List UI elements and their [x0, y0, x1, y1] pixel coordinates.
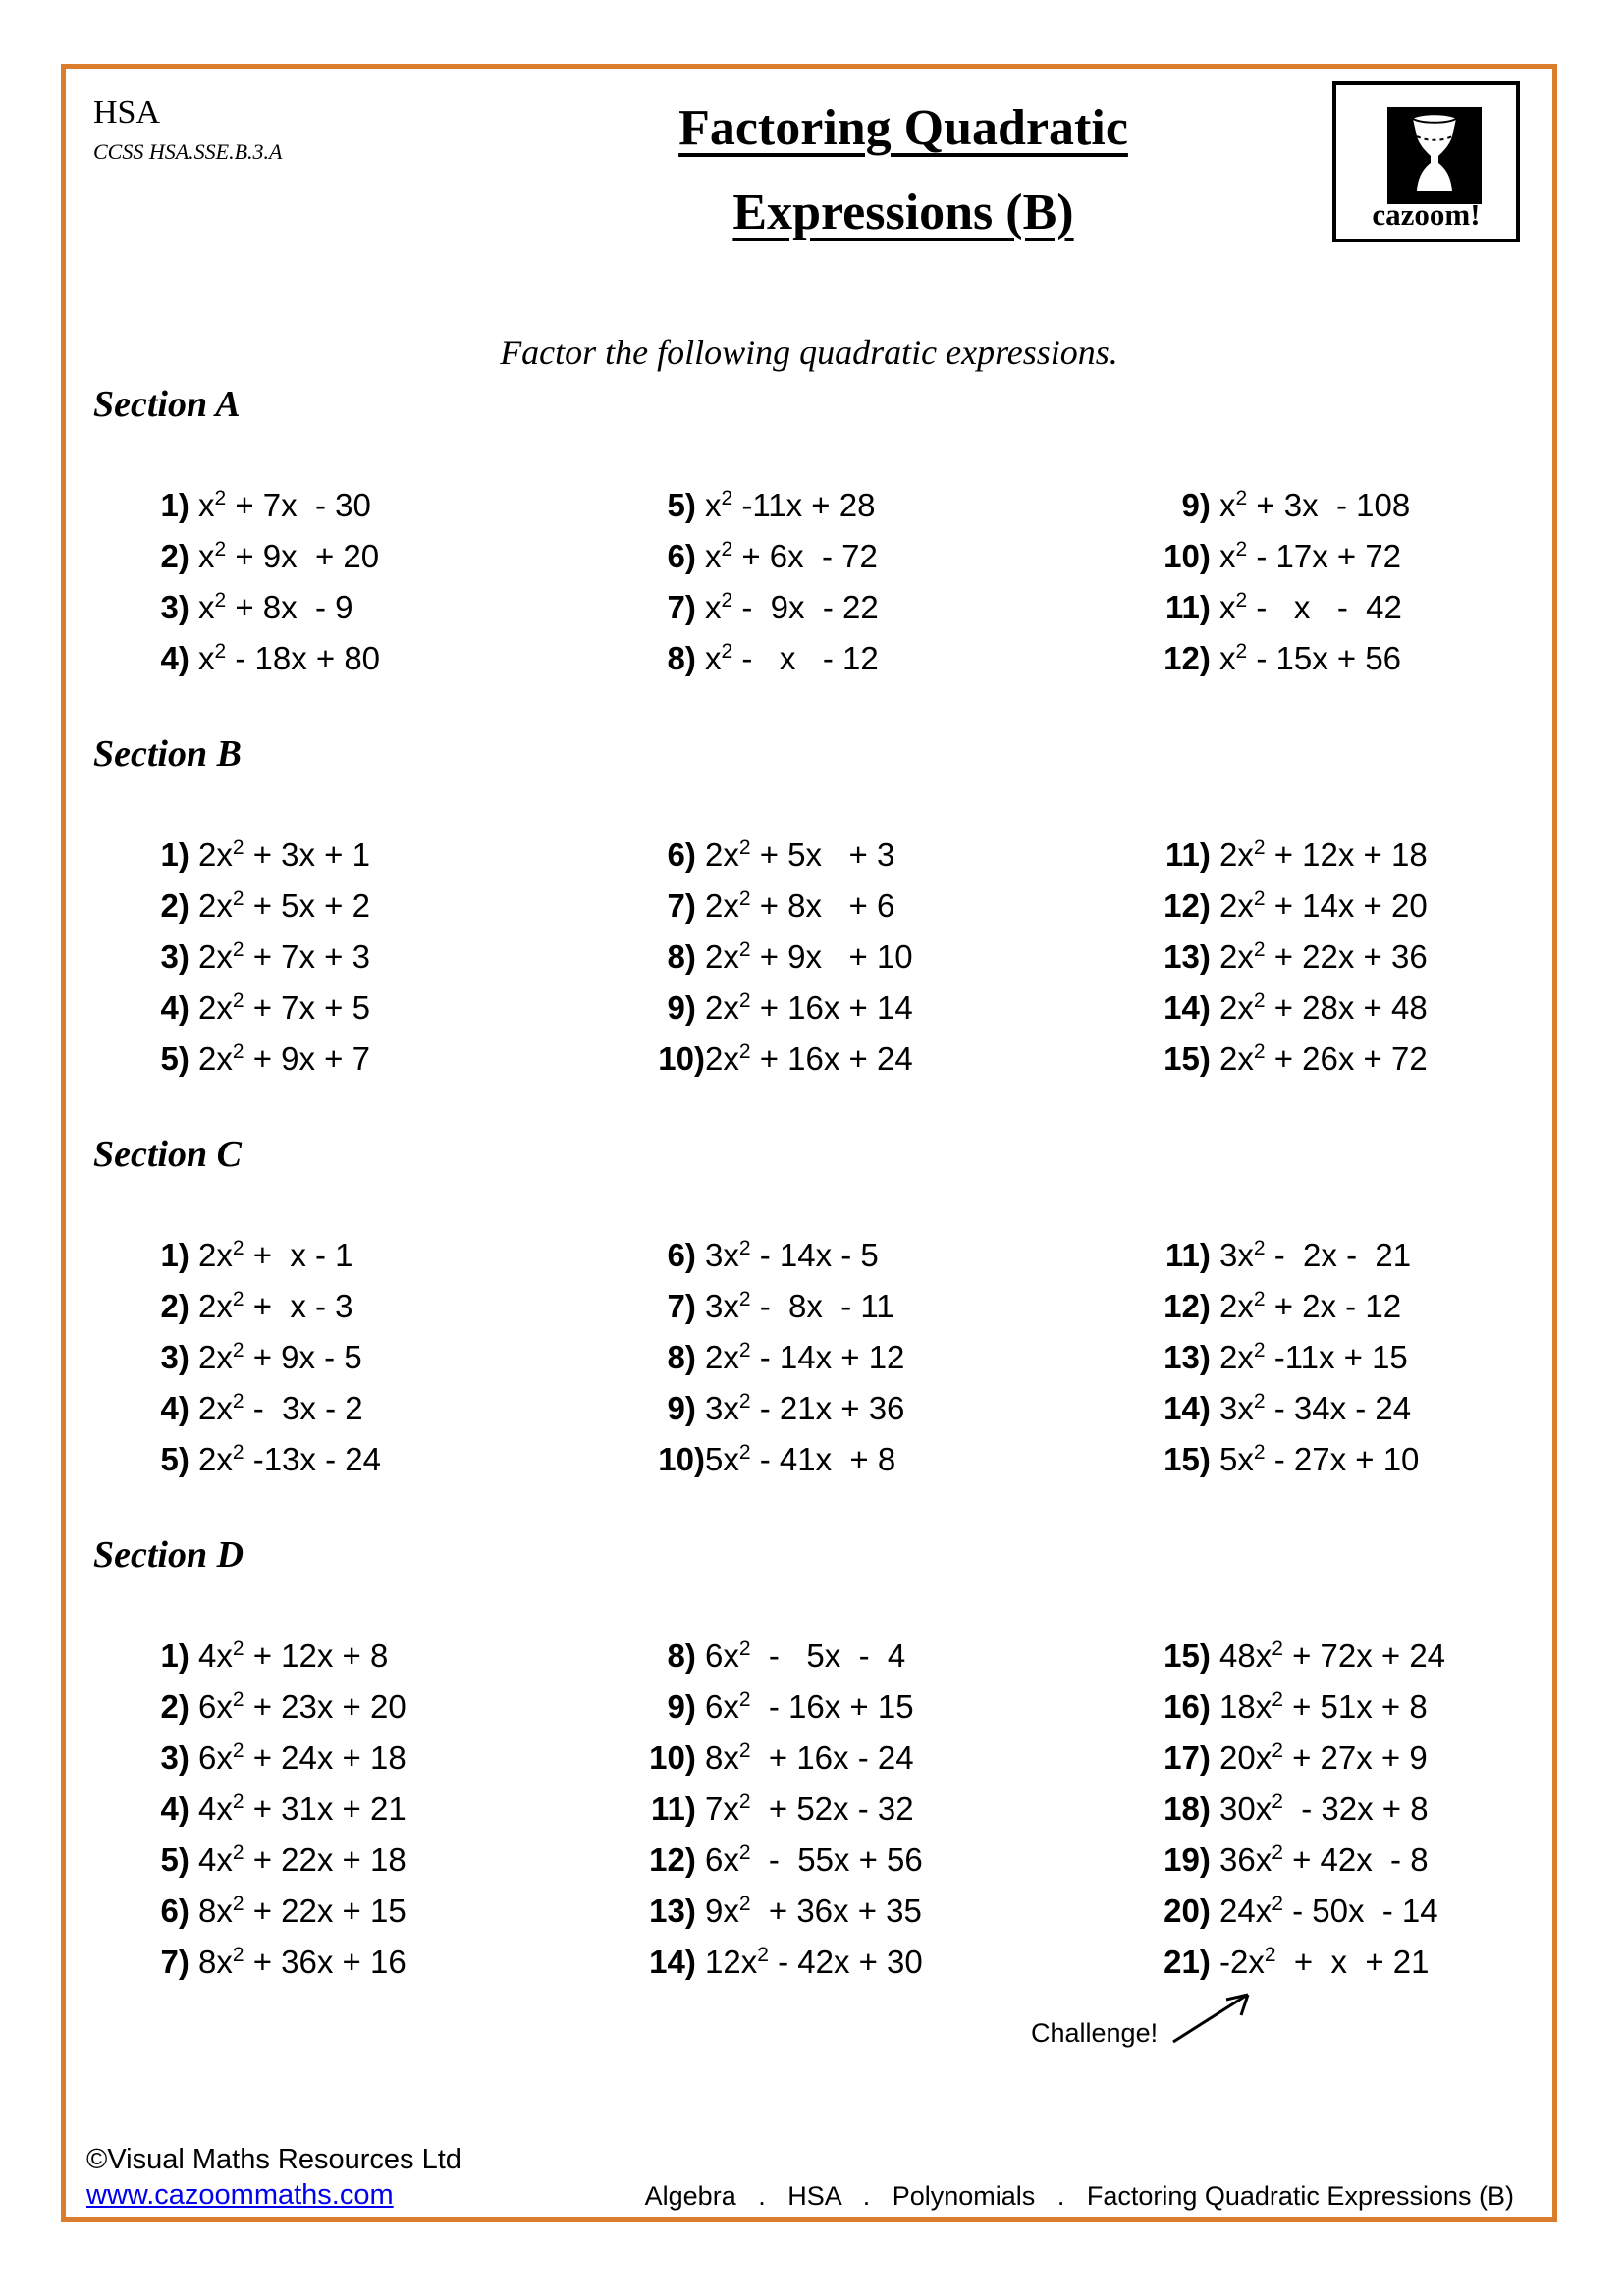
- problem-number: 8): [667, 938, 705, 975]
- problem-expression: $3x^2 - 21x + 36$: [705, 1390, 905, 1426]
- exponent: 2: [232, 1339, 244, 1362]
- exponent: 2: [1235, 538, 1248, 561]
- section-a: [93, 383, 1555, 689]
- problem-expression: $48x^2 + 72x + 24$: [1219, 1637, 1446, 1674]
- problem-number: 6): [667, 836, 705, 873]
- problem: [644, 485, 879, 536]
- exponent: 2: [721, 487, 733, 509]
- problem: [137, 834, 370, 885]
- challenge-arrow-icon: [1170, 1985, 1264, 2046]
- problem-column-3: [1159, 1635, 1445, 1993]
- problem: [644, 1286, 904, 1337]
- problem: [137, 587, 380, 638]
- problem-number: 2): [160, 538, 198, 574]
- exponent: 2: [1272, 1842, 1283, 1864]
- problem-expression: $x^2 - 15x + 56$: [1219, 640, 1402, 676]
- problem-number: 10): [1164, 538, 1219, 574]
- problem-number: 11): [1164, 1237, 1219, 1273]
- problem-number: 3): [160, 589, 198, 625]
- problem-expression: $2x^2 + 9x - 5$: [198, 1339, 362, 1375]
- problem: [137, 1388, 381, 1439]
- problem: [137, 1942, 406, 1993]
- problem-expression: $2x^2 + 3x + 1$: [198, 836, 370, 873]
- exponent: 2: [1253, 938, 1266, 961]
- problem-expression: $x^2 + 3x - 108$: [1219, 487, 1411, 523]
- problem-number: 15): [1164, 1637, 1219, 1674]
- problem-number: 19): [1164, 1842, 1219, 1878]
- problem-number: 5): [667, 487, 705, 523]
- problem: [644, 936, 913, 988]
- problem-number: 17): [1164, 1739, 1219, 1776]
- exponent: 2: [1272, 1790, 1283, 1813]
- problem: [644, 885, 913, 936]
- problem-number: 9): [667, 1688, 705, 1725]
- problem: [644, 1789, 923, 1840]
- problem-expression: $2x^2 + 16x + 24$: [705, 1041, 913, 1077]
- problem: [137, 1686, 406, 1737]
- exponent: 2: [232, 1637, 244, 1660]
- problem-number: 15): [1164, 1041, 1219, 1077]
- exponent: 2: [1253, 836, 1266, 859]
- problem-expression: $2x^2 + x - 3$: [198, 1288, 353, 1324]
- problem-expression: $2x^2 - 14x + 12$: [705, 1339, 905, 1375]
- problem: [137, 1039, 370, 1090]
- exponent: 2: [232, 1893, 244, 1915]
- problem-column-3: [1159, 834, 1428, 1090]
- problem-column-2: [644, 1235, 904, 1490]
- exponent: 2: [1253, 1237, 1266, 1259]
- problem-expression: $x^2 - 9x - 22$: [705, 589, 879, 625]
- problem-expression: $2x^2 + 14x + 20$: [1219, 887, 1428, 924]
- exponent: 2: [232, 938, 244, 961]
- exponent: 2: [1235, 589, 1248, 612]
- exponent: 2: [1253, 989, 1266, 1012]
- sections: [93, 383, 1555, 2036]
- problem-number: 4): [160, 640, 198, 676]
- problem-number: 10): [658, 1441, 705, 1477]
- section-title: Section C: [93, 1134, 242, 1175]
- exponent: 2: [738, 989, 751, 1012]
- problem-number: 1): [160, 836, 198, 873]
- exponent: 2: [1272, 1893, 1283, 1915]
- problem-expression: $6x^2 + 24x + 18$: [198, 1739, 406, 1776]
- problem-number: 14): [1164, 1390, 1219, 1426]
- problem: [644, 536, 879, 587]
- exponent: 2: [1272, 1688, 1283, 1711]
- problem-number: 13): [1164, 1339, 1219, 1375]
- exponent: 2: [738, 1339, 751, 1362]
- problem-expression: $6x^2 - 5x - 4$: [705, 1637, 906, 1674]
- problem-number: 2): [160, 1688, 198, 1725]
- problem: [137, 1235, 381, 1286]
- problem-expression: $8x^2 + 16x - 24$: [705, 1739, 914, 1776]
- problem-expression: $6x^2 - 16x + 15$: [705, 1688, 914, 1725]
- problem-number: 3): [160, 1739, 198, 1776]
- section-d: [93, 1533, 1555, 1993]
- problem-expression: $x^2 - 18x + 80$: [198, 640, 381, 676]
- problem-expression: $x^2 + 7x - 30$: [198, 487, 371, 523]
- problem-expression: $x^2 + 8x - 9$: [198, 589, 353, 625]
- problem-column-1: [137, 485, 380, 689]
- problem-column-3: [1159, 485, 1410, 689]
- problem-number: 16): [1164, 1688, 1219, 1725]
- problem-number: 3): [160, 938, 198, 975]
- problem-expression: $2x^2 + 9x + 10$: [705, 938, 913, 975]
- problem-expression: $4x^2 + 12x + 8$: [198, 1637, 389, 1674]
- exponent: 2: [1235, 640, 1248, 663]
- problem-number: 7): [160, 1944, 198, 1980]
- problem-number: 1): [160, 487, 198, 523]
- exponent: 2: [232, 1842, 244, 1864]
- exponent: 2: [1253, 1041, 1266, 1063]
- problem: [1159, 1286, 1419, 1337]
- problem-expression: $3x^2 - 8x - 11$: [705, 1288, 894, 1324]
- exponent: 2: [738, 1237, 751, 1259]
- problem-expression: $6x^2 + 23x + 20$: [198, 1688, 406, 1725]
- problem-expression: $36x^2 + 42x - 8$: [1219, 1842, 1429, 1878]
- problem-expression: $6x^2 - 55x + 56$: [705, 1842, 923, 1878]
- problem-column-1: [137, 1235, 381, 1490]
- problem: [1159, 1840, 1445, 1891]
- problem-number: 12): [1164, 1288, 1219, 1324]
- problem: [1159, 1737, 1445, 1789]
- problem-number: 12): [1164, 887, 1219, 924]
- problem-expression: $2x^2 + 7x + 5$: [198, 989, 370, 1026]
- breadcrumb: Algebra . HSA . Polynomials . Factoring Quadratic Expressions (B): [644, 2181, 1514, 2211]
- problem-expression: $5x^2 - 27x + 10$: [1219, 1441, 1420, 1477]
- problem-expression: $2x^2$ -13x - 24: [198, 1441, 381, 1477]
- section-c: [93, 1133, 1555, 1490]
- problem-expression: $4x^2 + 31x + 21$: [198, 1790, 406, 1827]
- exponent: 2: [232, 1688, 244, 1711]
- problem: [644, 1388, 904, 1439]
- problem-expression: $9x^2 + 36x + 35$: [705, 1893, 922, 1929]
- problem: [644, 638, 879, 689]
- standard-code: CCSS HSA.SSE.B.3.A: [93, 139, 283, 164]
- section-b: [93, 732, 1555, 1090]
- problem: [1159, 936, 1428, 988]
- problem-expression: $2x^2 + 12x + 18$: [1219, 836, 1428, 873]
- exponent: 2: [738, 938, 751, 961]
- title-line-1: Factoring Quadratic: [678, 100, 1128, 156]
- exponent: 2: [738, 1739, 751, 1762]
- problem-number: 4): [160, 989, 198, 1026]
- challenge-label: Challenge!: [1031, 2018, 1159, 2048]
- problem: [644, 1891, 923, 1942]
- problem-number: 21): [1164, 1944, 1219, 1980]
- logo-text: cazoom!: [1372, 197, 1481, 232]
- problem-expression: $x^2$ -11x + 28: [705, 487, 876, 523]
- section-title: Section B: [93, 733, 242, 774]
- exponent: 2: [738, 1790, 751, 1813]
- problem-number: 9): [667, 1390, 705, 1426]
- problem-number: 4): [160, 1390, 198, 1426]
- problem: [137, 1439, 381, 1490]
- problem-number: 2): [160, 887, 198, 924]
- problem: [137, 1737, 406, 1789]
- exponent: 2: [214, 538, 227, 561]
- problem-expression: $2x^2 + 5x + 3$: [705, 836, 895, 873]
- problem-number: 9): [667, 989, 705, 1026]
- problem-expression: $12x^2 - 42x + 30$: [705, 1944, 923, 1980]
- problem-number: 8): [667, 640, 705, 676]
- problem-number: 7): [667, 887, 705, 924]
- problem: [644, 1686, 923, 1737]
- problem-number: 11): [650, 1790, 705, 1827]
- exponent: 2: [738, 1842, 751, 1864]
- problem-number: 2): [160, 1288, 198, 1324]
- problem: [137, 936, 370, 988]
- exponent: 2: [738, 1688, 751, 1711]
- problem-number: 5): [160, 1842, 198, 1878]
- exponent: 2: [232, 1288, 244, 1310]
- problem-number: 10): [658, 1041, 705, 1077]
- problem: [644, 988, 913, 1039]
- problem-expression: $30x^2 - 32x + 8$: [1219, 1790, 1429, 1827]
- problem: [1159, 834, 1428, 885]
- exponent: 2: [1253, 887, 1266, 910]
- exponent: 2: [1235, 487, 1248, 509]
- copyright-text: ©Visual Maths Resources Ltd: [86, 2144, 461, 2175]
- exponent: 2: [232, 1441, 244, 1464]
- problem: [137, 1891, 406, 1942]
- exponent: 2: [1253, 1339, 1266, 1362]
- problem: [1159, 885, 1428, 936]
- exponent: 2: [738, 1637, 751, 1660]
- problem-number: 18): [1164, 1790, 1219, 1827]
- problem-expression: $2x^2 + 2x - 12$: [1219, 1288, 1402, 1324]
- problem-expression: $8x^2 + 36x + 16$: [198, 1944, 406, 1980]
- problem-number: 5): [160, 1441, 198, 1477]
- exponent: 2: [721, 589, 733, 612]
- exponent: 2: [214, 589, 227, 612]
- exponent: 2: [232, 1237, 244, 1259]
- problem: [1159, 587, 1410, 638]
- problem: [644, 834, 913, 885]
- problem-expression: $3x^2 - 34x - 24$: [1219, 1390, 1412, 1426]
- problem-number: 5): [160, 1041, 198, 1077]
- problem-column-2: [644, 834, 913, 1090]
- problem-number: 11): [1164, 589, 1219, 625]
- exponent: 2: [232, 1790, 244, 1813]
- problem-number: 7): [667, 1288, 705, 1324]
- problem: [644, 1039, 913, 1090]
- course-code: HSA: [93, 94, 161, 131]
- problem-number: 12): [1164, 640, 1219, 676]
- problem-expression: $2x^2 + 28x + 48$: [1219, 989, 1428, 1026]
- problem-expression: $18x^2 + 51x + 8$: [1219, 1688, 1428, 1725]
- problem: [1159, 988, 1428, 1039]
- problem-expression: $5x^2 - 41x + 8$: [705, 1441, 896, 1477]
- problem: [137, 1840, 406, 1891]
- problem-column-2: [644, 1635, 923, 1993]
- problem: [1159, 1388, 1419, 1439]
- problem: [1159, 1891, 1445, 1942]
- website-link[interactable]: www.cazoommaths.com: [86, 2179, 394, 2211]
- problem-expression: $2x^2 + 22x + 36$: [1219, 938, 1428, 975]
- problem-expression: $x^2$ - x - 12: [705, 640, 879, 676]
- problem-number: 7): [667, 589, 705, 625]
- problem: [644, 1635, 923, 1686]
- exponent: 2: [214, 487, 227, 509]
- problem-column-1: [137, 1635, 406, 1993]
- problem: [1159, 1235, 1419, 1286]
- problem-expression: $-2x^2 + x + 21$: [1219, 1944, 1430, 1980]
- exponent: 2: [232, 1041, 244, 1063]
- exponent: 2: [738, 836, 751, 859]
- problem: [1159, 1635, 1445, 1686]
- problem-number: 14): [649, 1944, 705, 1980]
- problem-expression: $2x^2 + x - 1$: [198, 1237, 353, 1273]
- exponent: 2: [1253, 1288, 1266, 1310]
- cazoom-logo: [1332, 81, 1520, 242]
- problem: [1159, 1439, 1419, 1490]
- problem-expression: $8x^2 + 22x + 15$: [198, 1893, 406, 1929]
- exponent: 2: [738, 1390, 751, 1413]
- exponent: 2: [232, 836, 244, 859]
- problem-number: 11): [1164, 836, 1219, 873]
- problem: [1159, 638, 1410, 689]
- problem: [1159, 485, 1410, 536]
- exponent: 2: [214, 640, 227, 663]
- problem-number: 6): [667, 1237, 705, 1273]
- problem: [137, 1789, 406, 1840]
- problem-number: 13): [1164, 938, 1219, 975]
- problem-number: 15): [1164, 1441, 1219, 1477]
- problem-number: 9): [1181, 487, 1219, 523]
- problem-number: 1): [160, 1237, 198, 1273]
- section-title: Section D: [93, 1534, 244, 1575]
- section-title: Section A: [93, 384, 241, 425]
- problem-number: 8): [667, 1637, 705, 1674]
- exponent: 2: [721, 640, 733, 663]
- problem-expression: $7x^2 + 52x - 32$: [705, 1790, 914, 1827]
- problem-number: 12): [649, 1842, 705, 1878]
- problem-number: 8): [667, 1339, 705, 1375]
- problem-expression: $2x^2 + 7x + 3$: [198, 938, 370, 975]
- problem-column-3: [1159, 1235, 1419, 1490]
- problem: [1159, 1337, 1419, 1388]
- problem-expression: $x^2 - 17x + 72$: [1219, 538, 1402, 574]
- exponent: 2: [232, 1390, 244, 1413]
- problem: [644, 1840, 923, 1891]
- exponent: 2: [1264, 1944, 1276, 1966]
- problem-expression: $2x^2 + 5x + 2$: [198, 887, 370, 924]
- problem-expression: $2x^2$ -11x + 15: [1219, 1339, 1408, 1375]
- problem: [644, 1737, 923, 1789]
- problem-expression: $2x^2 + 9x + 7$: [198, 1041, 370, 1077]
- problem: [137, 1286, 381, 1337]
- exponent: 2: [232, 1944, 244, 1966]
- problem-expression: $x^2 + 9x + 20$: [198, 538, 380, 574]
- problem-number: 4): [160, 1790, 198, 1827]
- exponent: 2: [1272, 1637, 1283, 1660]
- exponent: 2: [1253, 1441, 1266, 1464]
- problem: [137, 638, 380, 689]
- problem-number: 3): [160, 1339, 198, 1375]
- exponent: 2: [738, 1893, 751, 1915]
- title-line-2: Expressions (B): [732, 185, 1074, 240]
- problem: [644, 1337, 904, 1388]
- exponent: 2: [738, 1441, 751, 1464]
- problem-number: 14): [1164, 989, 1219, 1026]
- problem: [1159, 1039, 1428, 1090]
- exponent: 2: [738, 1288, 751, 1310]
- problem-expression: $2x^2 + 16x + 14$: [705, 989, 913, 1026]
- problem-expression: $3x^2 - 2x - 21$: [1219, 1237, 1412, 1273]
- problem: [1159, 1686, 1445, 1737]
- exponent: 2: [757, 1944, 769, 1966]
- exponent: 2: [738, 1041, 751, 1063]
- problem-column-2: [644, 485, 879, 689]
- problem-expression: $20x^2 + 27x + 9$: [1219, 1739, 1428, 1776]
- exponent: 2: [738, 887, 751, 910]
- problem-number: 13): [649, 1893, 705, 1929]
- worksheet-title: [393, 86, 1414, 255]
- exponent: 2: [232, 887, 244, 910]
- problem: [644, 1439, 904, 1490]
- problem-expression: $24x^2 - 50x - 14$: [1219, 1893, 1438, 1929]
- exponent: 2: [721, 538, 733, 561]
- problem-expression: $2x^2 + 8x + 6$: [705, 887, 895, 924]
- problem-number: 6): [667, 538, 705, 574]
- problem: [1159, 536, 1410, 587]
- instruction-text: Factor the following quadratic expressions.: [500, 333, 1118, 372]
- djembe-drum-icon: [1387, 107, 1482, 204]
- problem: [644, 587, 879, 638]
- problem-number: 20): [1164, 1893, 1219, 1929]
- problem-number: 10): [649, 1739, 705, 1776]
- problem: [137, 536, 380, 587]
- problem-expression: $x^2 + 6x - 72$: [705, 538, 878, 574]
- problem-expression: $2x^2 + 26x + 72$: [1219, 1041, 1428, 1077]
- problem-number: 6): [160, 1893, 198, 1929]
- problem-expression: $x^2$ - x - 42: [1219, 589, 1402, 625]
- problem-expression: $3x^2 - 14x - 5$: [705, 1237, 879, 1273]
- exponent: 2: [1272, 1739, 1283, 1762]
- problem-expression: $4x^2 + 22x + 18$: [198, 1842, 406, 1878]
- exponent: 2: [1253, 1390, 1266, 1413]
- problem: [137, 1635, 406, 1686]
- exponent: 2: [232, 989, 244, 1012]
- problem: [1159, 1789, 1445, 1840]
- problem: [137, 1337, 381, 1388]
- problem-column-1: [137, 834, 370, 1090]
- problem-number: 1): [160, 1637, 198, 1674]
- exponent: 2: [232, 1739, 244, 1762]
- problem: [137, 885, 370, 936]
- problem: [644, 1942, 923, 1993]
- problem: [137, 988, 370, 1039]
- problem-expression: $2x^2 - 3x - 2$: [198, 1390, 363, 1426]
- problem: [137, 485, 380, 536]
- problem: [644, 1235, 904, 1286]
